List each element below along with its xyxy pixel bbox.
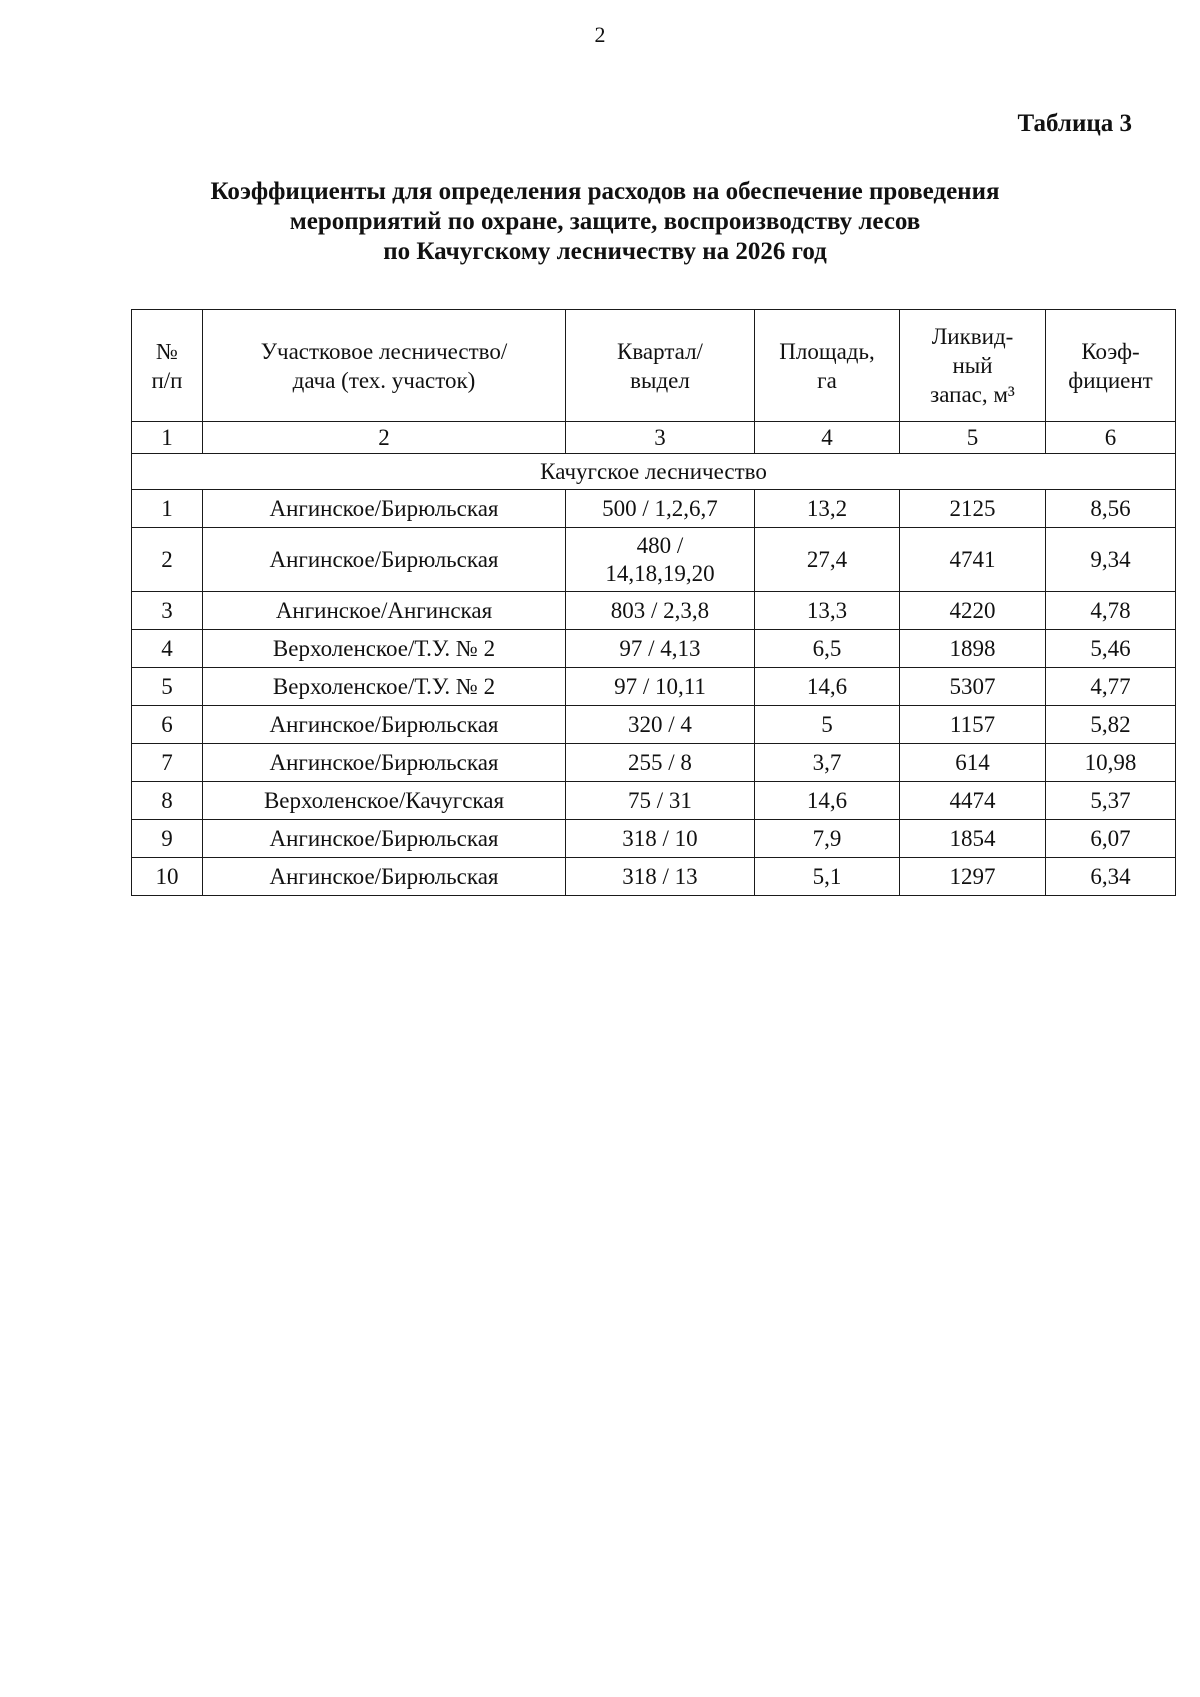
column-number: 2 bbox=[203, 422, 566, 454]
coefficient-cell: 5,82 bbox=[1046, 706, 1176, 744]
quarter-cell bbox=[566, 528, 755, 592]
row-number-cell: 2 bbox=[132, 528, 203, 592]
header-line: Коэф- bbox=[1081, 338, 1140, 364]
quarter-line: 318 / 13 bbox=[622, 863, 698, 889]
row-number-cell: 9 bbox=[132, 820, 203, 858]
coefficient-cell: 4,77 bbox=[1046, 668, 1176, 706]
quarter-line: 97 / 4,13 bbox=[619, 635, 701, 661]
stock-cell: 4220 bbox=[900, 592, 1046, 630]
quarter-cell bbox=[566, 706, 755, 744]
coefficient-cell: 4,78 bbox=[1046, 592, 1176, 630]
section-title: Качугское лесничество bbox=[132, 454, 1176, 490]
stock-cell: 1297 bbox=[900, 858, 1046, 896]
header-line: ный bbox=[952, 353, 993, 378]
table-body bbox=[132, 490, 1176, 896]
column-number-row bbox=[132, 422, 1176, 454]
forestry-cell: Ангинское/Бирюльская bbox=[203, 744, 566, 782]
stock-cell: 1898 bbox=[900, 630, 1046, 668]
column-number: 1 bbox=[132, 422, 203, 454]
area-cell: 13,3 bbox=[755, 592, 900, 630]
quarter-line: 320 / 4 bbox=[628, 711, 692, 737]
area-cell: 7,9 bbox=[755, 820, 900, 858]
row-number-cell: 3 bbox=[132, 592, 203, 630]
table-row bbox=[132, 782, 1176, 820]
row-number-cell: 4 bbox=[132, 630, 203, 668]
coefficient-cell: 9,34 bbox=[1046, 528, 1176, 592]
forestry-cell: Ангинское/Бирюльская bbox=[203, 528, 566, 592]
area-cell: 13,2 bbox=[755, 490, 900, 528]
table-header-row bbox=[132, 310, 1176, 422]
quarter-line: 75 / 31 bbox=[628, 787, 692, 813]
header-line: фициент bbox=[1068, 367, 1153, 393]
header-line: выдел bbox=[630, 367, 690, 393]
forestry-cell: Ангинское/Бирюльская bbox=[203, 706, 566, 744]
table-row bbox=[132, 744, 1176, 782]
header-line: Участковое лесничество/ bbox=[260, 338, 508, 364]
row-number-cell: 7 bbox=[132, 744, 203, 782]
document-title bbox=[150, 177, 1060, 267]
header-area bbox=[755, 310, 900, 422]
area-cell: 14,6 bbox=[755, 782, 900, 820]
table-row bbox=[132, 858, 1176, 896]
table-row bbox=[132, 528, 1176, 592]
header-line: дача (тех. участок) bbox=[292, 367, 476, 393]
table-row bbox=[132, 706, 1176, 744]
quarter-line: 14,18,19,20 bbox=[605, 560, 715, 586]
header-line: п/п bbox=[151, 367, 183, 393]
row-number-cell: 1 bbox=[132, 490, 203, 528]
area-cell: 3,7 bbox=[755, 744, 900, 782]
quarter-line: 318 / 10 bbox=[622, 825, 698, 851]
header-line: Квартал/ bbox=[617, 338, 703, 364]
stock-cell: 4474 bbox=[900, 782, 1046, 820]
header-line: га bbox=[817, 367, 837, 393]
header-coefficient bbox=[1046, 310, 1176, 422]
quarter-cell bbox=[566, 820, 755, 858]
coefficient-cell: 6,34 bbox=[1046, 858, 1176, 896]
row-number-cell: 10 bbox=[132, 858, 203, 896]
quarter-cell bbox=[566, 668, 755, 706]
quarter-cell bbox=[566, 592, 755, 630]
quarter-line: 500 / 1,2,6,7 bbox=[602, 495, 718, 521]
title-line: Коэффициенты для определения расходов на обеспечение проведения bbox=[210, 178, 1000, 205]
area-cell: 5,1 bbox=[755, 858, 900, 896]
quarter-line: 480 / bbox=[636, 532, 684, 558]
header-line: Площадь, bbox=[779, 338, 875, 364]
row-number-cell: 6 bbox=[132, 706, 203, 744]
area-cell: 27,4 bbox=[755, 528, 900, 592]
quarter-cell bbox=[566, 490, 755, 528]
header-stock bbox=[900, 310, 1046, 422]
forestry-cell: Ангинское/Бирюльская bbox=[203, 858, 566, 896]
stock-cell: 2125 bbox=[900, 490, 1046, 528]
page-number: 2 bbox=[594, 22, 606, 47]
column-number: 6 bbox=[1046, 422, 1176, 454]
column-number: 5 bbox=[900, 422, 1046, 454]
area-cell: 5 bbox=[755, 706, 900, 744]
title-line: по Качугскому лесничеству на 2026 год bbox=[383, 238, 827, 265]
header-forestry bbox=[203, 310, 566, 422]
quarter-line: 255 / 8 bbox=[628, 749, 692, 775]
table-row bbox=[132, 630, 1176, 668]
quarter-line: 97 / 10,11 bbox=[614, 673, 706, 699]
stock-cell: 4741 bbox=[900, 528, 1046, 592]
table-row bbox=[132, 820, 1176, 858]
stock-cell: 1854 bbox=[900, 820, 1046, 858]
row-number-cell: 8 bbox=[132, 782, 203, 820]
stock-cell: 1157 bbox=[900, 706, 1046, 744]
area-cell: 14,6 bbox=[755, 668, 900, 706]
forestry-cell: Верхоленское/Т.У. № 2 bbox=[203, 630, 566, 668]
quarter-cell bbox=[566, 782, 755, 820]
forestry-cell: Верхоленское/Т.У. № 2 bbox=[203, 668, 566, 706]
title-line: мероприятий по охране, защите, воспроизводству лесов bbox=[289, 208, 921, 235]
quarter-line: 803 / 2,3,8 bbox=[610, 597, 710, 623]
header-line: запас, м³ bbox=[930, 382, 1015, 407]
row-number-cell: 5 bbox=[132, 668, 203, 706]
header-num bbox=[132, 310, 203, 422]
quarter-cell bbox=[566, 744, 755, 782]
coefficient-cell: 5,46 bbox=[1046, 630, 1176, 668]
area-cell: 6,5 bbox=[755, 630, 900, 668]
header-quarter bbox=[566, 310, 755, 422]
forestry-cell: Верхоленское/Качугская bbox=[203, 782, 566, 820]
table-row bbox=[132, 668, 1176, 706]
stock-cell: 614 bbox=[900, 744, 1046, 782]
table-row bbox=[132, 592, 1176, 630]
column-number: 3 bbox=[566, 422, 755, 454]
quarter-cell bbox=[566, 858, 755, 896]
stock-cell: 5307 bbox=[900, 668, 1046, 706]
table-label: Таблица 3 bbox=[1017, 110, 1132, 137]
coefficient-cell: 6,07 bbox=[1046, 820, 1176, 858]
header-line: № bbox=[156, 338, 178, 364]
coefficient-cell: 10,98 bbox=[1046, 744, 1176, 782]
coefficient-cell: 5,37 bbox=[1046, 782, 1176, 820]
header-line: Ликвид- bbox=[931, 324, 1014, 349]
coefficients-table bbox=[131, 309, 1176, 896]
section-row bbox=[132, 454, 1176, 490]
table-row bbox=[132, 490, 1176, 528]
column-number: 4 bbox=[755, 422, 900, 454]
forestry-cell: Ангинское/Бирюльская bbox=[203, 490, 566, 528]
forestry-cell: Ангинское/Бирюльская bbox=[203, 820, 566, 858]
coefficient-cell: 8,56 bbox=[1046, 490, 1176, 528]
quarter-cell bbox=[566, 630, 755, 668]
forestry-cell: Ангинское/Ангинская bbox=[203, 592, 566, 630]
